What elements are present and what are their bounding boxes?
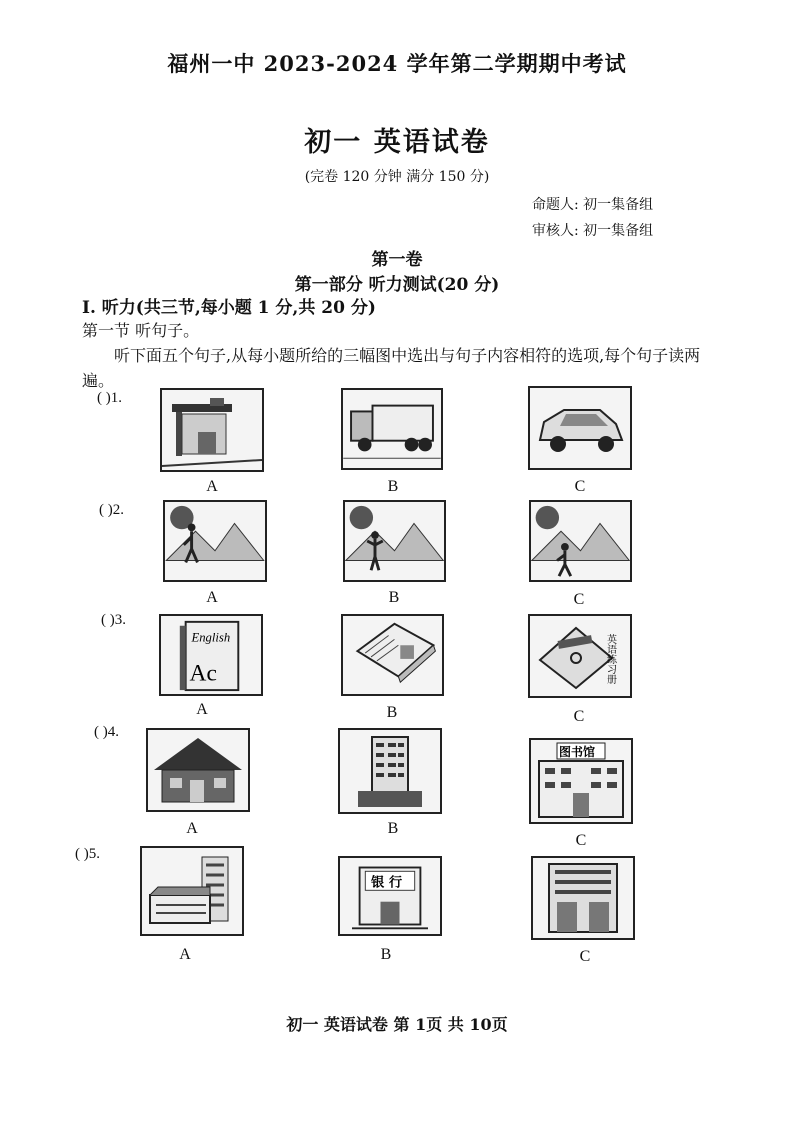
part-title: 第一部分 听力测试(20 分) xyxy=(294,275,500,295)
page-footer: 初一 英语试卷 第 1页 共 10页 xyxy=(286,1015,508,1034)
question-number[interactable]: ( )2. xyxy=(99,502,124,518)
workbook-image[interactable] xyxy=(528,614,632,698)
option-label: C xyxy=(575,832,587,849)
option-label: A xyxy=(186,820,198,837)
time-note: (完卷 120 分钟 满分 150 分) xyxy=(304,169,490,185)
bank-image[interactable] xyxy=(338,856,442,936)
hiking-scene-image[interactable] xyxy=(343,500,446,582)
author-line: 命题人: 初一集备组 xyxy=(532,197,654,213)
section-subheading: 第一节 听句子。 xyxy=(82,321,200,340)
volume-title: 第一卷 xyxy=(371,250,423,270)
library-image[interactable] xyxy=(529,738,633,824)
option-label: B xyxy=(386,704,398,721)
option-label: B xyxy=(388,589,400,606)
option-label: C xyxy=(573,591,585,608)
option-label: A xyxy=(206,478,218,495)
option-label: C xyxy=(574,478,586,495)
option-label: A xyxy=(196,701,208,718)
option-label: B xyxy=(387,820,399,837)
workbook-title-text: 英语练习册 xyxy=(604,634,616,684)
library-sign-text: 图书馆 xyxy=(559,745,596,759)
railway-station-image[interactable] xyxy=(160,388,264,472)
reviewer-line: 审核人: 初一集备组 xyxy=(532,223,654,239)
option-label: A xyxy=(179,946,191,963)
option-label: C xyxy=(573,708,585,725)
shop-building-image[interactable] xyxy=(531,856,635,940)
tall-building-image[interactable] xyxy=(338,728,442,814)
svg-text:Ac: Ac xyxy=(189,660,217,687)
supermarket-image[interactable] xyxy=(140,846,244,936)
section-heading: I. 听力(共三节,每小题 1 分,共 20 分) xyxy=(82,298,376,318)
house-image[interactable] xyxy=(146,728,250,812)
option-label: B xyxy=(380,946,392,963)
option-label: A xyxy=(206,589,218,606)
truck-image[interactable] xyxy=(341,388,443,470)
english-book-image[interactable] xyxy=(159,614,263,696)
hiking-scene-image[interactable] xyxy=(529,500,632,582)
question-number[interactable]: ( )3. xyxy=(101,612,126,628)
question-number[interactable]: ( )5. xyxy=(75,846,100,862)
hiking-scene-image[interactable] xyxy=(163,500,267,582)
instruction-text: 听下面五个句子,从每小题所给的三幅图中选出与句子内容相符的选项,每个句子读两遍。 xyxy=(82,346,701,390)
option-label: C xyxy=(579,948,591,965)
question-number[interactable]: ( )1. xyxy=(97,390,122,406)
bank-sign-text: 银 行 xyxy=(371,875,403,891)
car-image[interactable] xyxy=(528,386,632,470)
newspaper-image[interactable] xyxy=(341,614,444,696)
paper-title: 初一 英语试卷 xyxy=(304,127,490,158)
book-title-text: English xyxy=(191,630,231,645)
option-label: B xyxy=(387,478,399,495)
question-number[interactable]: ( )4. xyxy=(94,724,119,740)
school-title: 福州一中 2023-2024 学年第二学期期中考试 xyxy=(167,51,627,76)
